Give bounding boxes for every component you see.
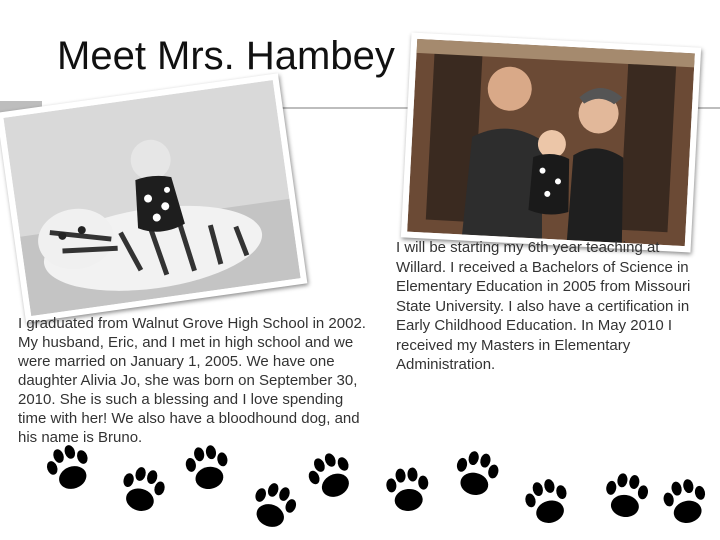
paw-print-icon xyxy=(40,440,100,500)
bio-left-paragraph: I graduated from Walnut Grove High School in 2002. My husband, Eric, and I met in high school and we were married on January 1, 2005. We have one daughter Alivia Jo, she was born on September 30, 2010. She is such a blessing and I love spending time with her! We also have a bloodhound dog, and his name is Bruno. xyxy=(18,315,366,446)
paw-print-icon xyxy=(302,448,362,508)
paw-print-icon xyxy=(178,440,238,500)
baby-tiger-photo xyxy=(0,73,307,322)
paw-print-icon xyxy=(518,474,578,534)
paw-print-icon xyxy=(243,478,303,538)
paw-print-icon xyxy=(446,446,506,506)
paw-print-icon xyxy=(656,474,716,534)
paw-print-icon xyxy=(596,468,656,528)
paw-print-icon xyxy=(378,462,438,522)
paw-print-icon xyxy=(112,462,172,522)
family-photo xyxy=(401,33,701,253)
slide-title: Meet Mrs. Hambey xyxy=(57,34,395,78)
bio-right-paragraph: I will be starting my 6th year teaching at Willard. I received a Bachelors of Science in Elementary Education in 2005 from Missouri State University. I also have a certification in Early Childhood Education. In May 2010 I received my Masters in Elementary Administration. xyxy=(396,239,691,373)
